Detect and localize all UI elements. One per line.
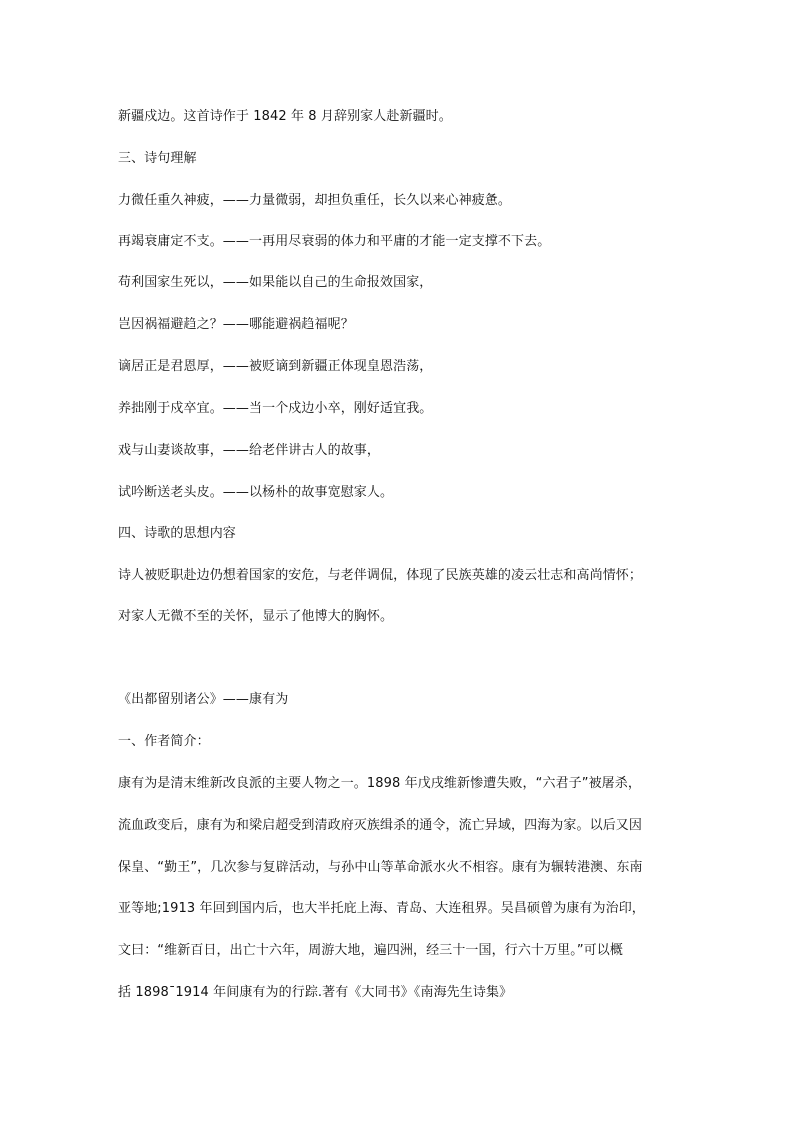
poem-title: 《出都留别诸公》——康有为: [118, 692, 289, 707]
section-heading: 一、作者简介：: [118, 734, 210, 749]
paragraph-line: 流血政变后，康有为和梁启超受到清政府灭族缉杀的通令，流亡异域，四海为家。以后又因: [118, 818, 643, 833]
poem-line: 力微任重久神疲，——力量微弱，却担负重任，长久以来心神疲惫。: [118, 193, 512, 208]
paragraph-line: 保皇、“勤王”，几次参与复辟活动，与孙中山等革命派水火不相容。康有为辗转港澳、东南: [118, 860, 643, 875]
section-heading: 四、诗歌的思想内容: [118, 526, 236, 541]
poem-line: 苟利国家生死以，——如果能以自己的生命报效国家，: [118, 275, 433, 290]
text-line: 新疆戍边。这首诗作于 1842 年 8 月辞别家人赴新疆时。: [118, 109, 452, 124]
paragraph-line: 康有为是清末维新改良派的主要人物之一。1898 年戊戌维新惨遭失败，“六君子”被屠杀，: [118, 776, 641, 791]
poem-line: 戏与山妻谈故事，——给老伴讲古人的故事，: [118, 443, 381, 458]
poem-line: 再竭衰庸定不支。——一再用尽衰弱的体力和平庸的才能一定支撑不下去。: [118, 234, 551, 249]
poem-line: 试吟断送老头皮。——以杨朴的故事宽慰家人。: [118, 485, 394, 500]
paragraph-line: 文曰：“维新百日，出亡十六年，周游大地，遍四洲，经三十一国，行六十万里。”可以概: [118, 943, 623, 958]
section-heading: 三、诗句理解: [118, 151, 197, 166]
poem-line: 岂因祸福避趋之？——哪能避祸趋福呢？: [118, 317, 354, 332]
poem-line: 谪居正是君恩厚，——被贬谪到新疆正体现皇恩浩荡，: [118, 359, 433, 374]
paragraph-line: 诗人被贬职赴边仍想着国家的安危，与老伴调侃，体现了民族英雄的凌云壮志和高尚情怀；: [118, 568, 643, 583]
paragraph-line: 括 1898¯1914 年间康有为的行踪.著有《大同书》《南海先生诗集》: [118, 985, 513, 1000]
paragraph-line: 对家人无微不至的关怀，显示了他博大的胸怀。: [118, 609, 394, 624]
paragraph-line: 亚等地;1913 年回到国内后，也大半托庇上海、青岛、大连租界。吴昌硕曾为康有为治印，: [118, 901, 645, 916]
poem-line: 养拙刚于戍卒宜。——当一个戍边小卒，刚好适宜我。: [118, 401, 433, 416]
